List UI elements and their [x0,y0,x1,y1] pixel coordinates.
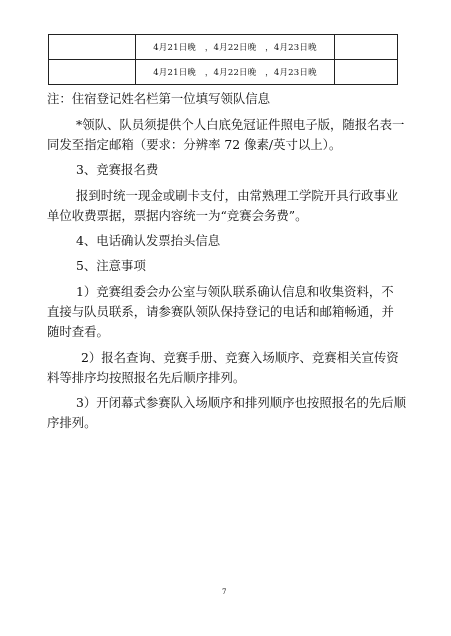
item1-line3: 随时查看。 [47,324,109,339]
item1-line1: 1）竞赛组委会办公室与领队联系确认信息和收集资料，不 [76,284,394,299]
item1-line2: 直接与队员联系，请参赛队领队保持登记的电话和邮箱畅通，并 [47,304,394,319]
item2-line1: 2）报名查询、竞赛手册、竞赛入场顺序、竞赛相关宣传资 [81,350,399,365]
section3-line2: 单位收费票据，票据内容统一为“竞赛会务费”。 [47,208,308,223]
photo-requirement-line1: *领队、队员须提供个人白底免冠证件照电子版，随报名表一 [76,117,405,132]
table-cell-dates: 4月21日晚 ，4月22日晚 ，4月23日晚 [136,60,335,85]
item3-line2: 序排列。 [47,415,97,430]
accommodation-table [48,34,398,85]
section3-line1: 报到时统一现金或刷卡支付，由常熟理工学院开具行政事业 [76,188,399,203]
item2-line2: 料等排序均按照报名先后顺序排列。 [47,370,246,385]
page-number: 7 [222,588,227,596]
table-cell [335,60,398,85]
table-row [49,35,398,60]
section5-heading: 5、注意事项 [76,258,146,273]
table-cell [49,35,136,60]
table-cell-dates: 4月21日晚 ，4月22日晚 ，4月23日晚 [136,35,335,60]
item3-line1: 3）开闭幕式参赛队入场顺序和排列顺序也按照报名的先后顺 [76,395,407,410]
table-cell [335,35,398,60]
table-row [49,60,398,85]
section4-heading: 4、电话确认发票抬头信息 [76,233,221,248]
photo-requirement-line2: 同发至指定邮箱（要求：分辨率 72 像素/英寸以上）。 [47,137,342,152]
section3-heading: 3、竞赛报名费 [76,162,159,177]
note-text: 注：住宿登记姓名栏第一位填写领队信息 [47,91,271,106]
table-cell [49,60,136,85]
